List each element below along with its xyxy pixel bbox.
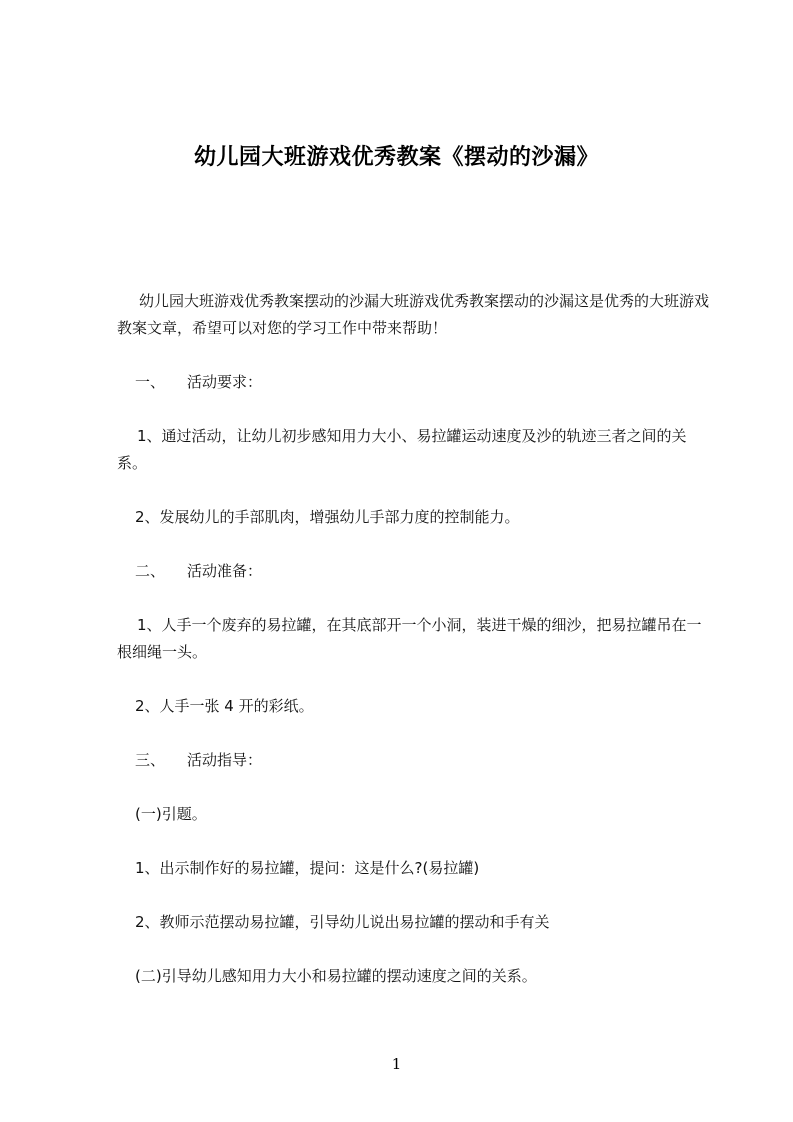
page-number: 1 bbox=[391, 1055, 402, 1073]
intro-paragraph: 幼儿园大班游戏优秀教案摆动的沙漏大班游戏优秀教案摆动的沙漏这是优秀的大班游戏教案文章，希望可以对您的学习工作中带来帮助！ bbox=[117, 292, 710, 337]
guidance-subheading: (二)引导幼儿感知用力大小和易拉罐的摆动速度之间的关系。 bbox=[135, 967, 537, 985]
guidance-item: 2、教师示范摆动易拉罐，引导幼儿说出易拉罐的摆动和手有关 bbox=[135, 913, 550, 931]
section-number: 一、 bbox=[135, 373, 166, 391]
section-heading-requirements bbox=[117, 369, 710, 396]
guidance-subheading: (一)引题。 bbox=[135, 805, 207, 823]
preparation-item: 2、人手一张 4 开的彩纸。 bbox=[135, 697, 314, 715]
requirement-item: 1、通过活动，让幼儿初步感知用力大小、易拉罐运动速度及沙的轨迹三者之间的关系。 bbox=[117, 427, 687, 472]
section-label: 活动指导： bbox=[187, 751, 263, 769]
section-number: 三、 bbox=[135, 751, 166, 769]
preparation-item: 1、人手一个废弃的易拉罐，在其底部开一个小洞，装进干燥的细沙，把易拉罐吊在一根细绳一头。 bbox=[117, 616, 702, 661]
section-heading-guidance bbox=[117, 747, 710, 774]
section-number: 二、 bbox=[135, 562, 166, 580]
section-label: 活动要求： bbox=[187, 373, 263, 391]
document-body bbox=[117, 288, 710, 1017]
requirement-item: 2、发展幼儿的手部肌肉，增强幼儿手部力度的控制能力。 bbox=[135, 508, 520, 526]
section-label: 活动准备： bbox=[187, 562, 263, 580]
section-heading-preparation bbox=[117, 558, 710, 585]
guidance-item: 1、出示制作好的易拉罐，提问：这是什么?(易拉罐) bbox=[135, 859, 480, 877]
document-title: 幼儿园大班游戏优秀教案《摆动的沙漏》 bbox=[193, 145, 599, 170]
